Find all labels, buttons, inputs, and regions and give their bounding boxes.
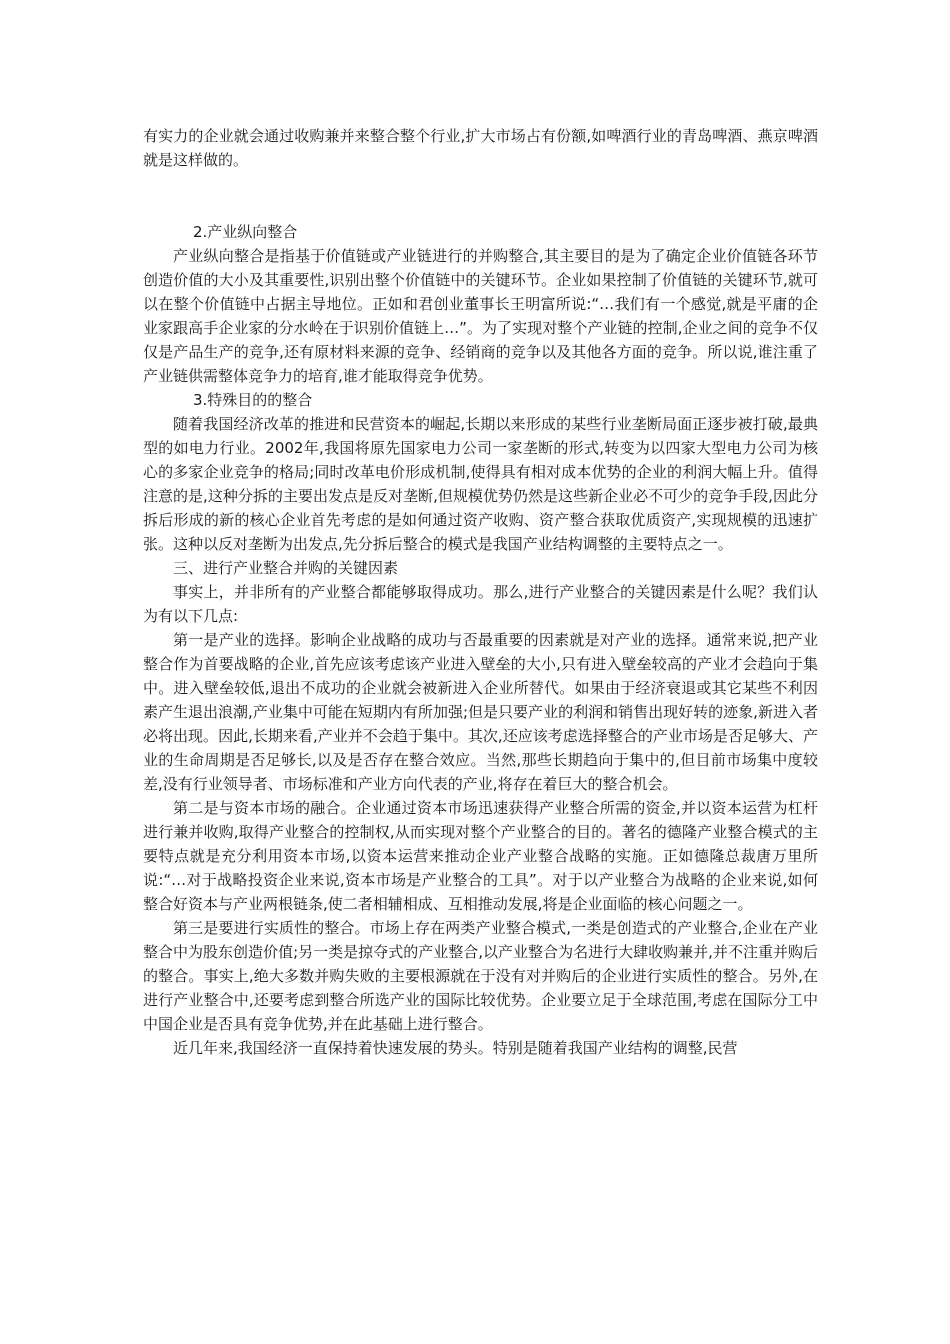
- paragraph-recent-years: 近几年来,我国经济一直保持着快速发展的势头。特别是随着我国产业结构的调整,民营: [173, 1039, 738, 1057]
- section-heading-vertical-integration: 2.产业纵向整合: [193, 223, 298, 241]
- paragraph-industry-selection: 第一是产业的选择。影响企业战略的成功与否最重要的因素就是对产业的选择。通常来说,把产业整合作为首要战略的企业,首先应该考虑该产业进入壁垒的大小,只有进入壁垒较高的产业才会趋向于集中。进入壁垒较低,退出不成功的企业就会被新进入企业所替代。如果由于经济衰退或其它某些不利因素产生退出浪潮,产业集中可能在短期内有所加强;但是只要产业的利润和销售出现好转的迹象,新进入者必将出现。因此,长期来看,产业并不会趋于集中。其次,还应该考虑选择整合的产业市场是否足够大、产业的生命周期是否足够长,以及是否存在整合效应。当然,那些长期趋向于集中的,但目前市场集中度较差,没有行业领导者、市场标准和产业方向代表的产业,将存在着巨大的整合机会。: [143, 631, 818, 793]
- paragraph-substantive-integration: 第三是要进行实质性的整合。市场上存在两类产业整合模式,一类是创造式的产业整合,企业在产业整合中为股东创造价值;另一类是掠夺式的产业整合,以产业整合为名进行大肆收购兼并,并不注重并购后的整合。事实上,绝大多数并购失败的主要根源就在于没有对并购后的企业进行实质性的整合。另外,在进行产业整合中,还要考虑到整合所选产业的国际比较优势。企业要立足于全球范围,考虑在国际分工中中国企业是否具有竞争优势,并在此基础上进行整合。: [143, 919, 818, 1033]
- paragraph-gap: [143, 172, 818, 220]
- paragraph-key-factors-intro: 事实上，并非所有的产业整合都能够取得成功。那么,进行产业整合的关键因素是什么呢？我们认为有以下几点:: [143, 583, 818, 625]
- section-heading-special-purpose: 3.特殊目的的整合: [193, 391, 313, 409]
- paragraph-vertical-integration: 产业纵向整合是指基于价值链或产业链进行的并购整合,其主要目的是为了确定企业价值链各环节创造价值的大小及其重要性,识别出整个价值链中的关键环节。企业如果控制了价值链的关键环节,就可以在整个价值链中占据主导地位。正如和君创业董事长王明富所说:“…我们有一个感觉,就是平庸的企业家跟高手企业家的分水岭在于识别价值链上…”。为了实现对整个产业链的控制,企业之间的竞争不仅仅是产品生产的竞争,还有原材料来源的竞争、经销商的竞争以及其他各方面的竞争。所以说,谁注重了产业链供需整体竞争力的培育,谁才能取得竞争优势。: [143, 247, 818, 385]
- paragraph-continuation: 有实力的企业就会通过收购兼并来整合整个行业,扩大市场占有份额,如啤酒行业的青岛啤酒、燕京啤酒就是这样做的。: [143, 127, 818, 169]
- paragraph-special-purpose: 随着我国经济改革的推进和民营资本的崛起,长期以来形成的某些行业垄断局面正逐步被打破,最典型的如电力行业。2002年,我国将原先国家电力公司一家垄断的形式,转变为以四家大型电力公司为核心的多家企业竞争的格局;同时改革电价形成机制,使得具有相对成本优势的企业的利润大幅上升。值得注意的是,这种分拆的主要出发点是反对垄断,但规模优势仍然是这些新企业必不可少的竞争手段,因此分拆后形成的新的核心企业首先考虑的是如何通过资产收购、资产整合获取优质资产,实现规模的迅速扩张。这种以反对垄断为出发点,先分拆后整合的模式是我国产业结构调整的主要特点之一。: [143, 415, 818, 553]
- section-heading-key-factors: 三、进行产业整合并购的关键因素: [173, 559, 399, 577]
- document-body: [143, 124, 818, 1060]
- paragraph-capital-market: 第二是与资本市场的融合。企业通过资本市场迅速获得产业整合所需的资金,并以资本运营为杠杆进行兼并收购,取得产业整合的控制权,从而实现对整个产业整合的目的。著名的德隆产业整合模式的主要特点就是充分利用资本市场,以资本运营来推动企业产业整合战略的实施。正如德隆总裁唐万里所说:“…对于战略投资企业来说,资本市场是产业整合的工具”。对于以产业整合为战略的企业来说,如何整合好资本与产业两根链条,使二者相辅相成、互相推动发展,将是企业面临的核心问题之一。: [143, 799, 818, 913]
